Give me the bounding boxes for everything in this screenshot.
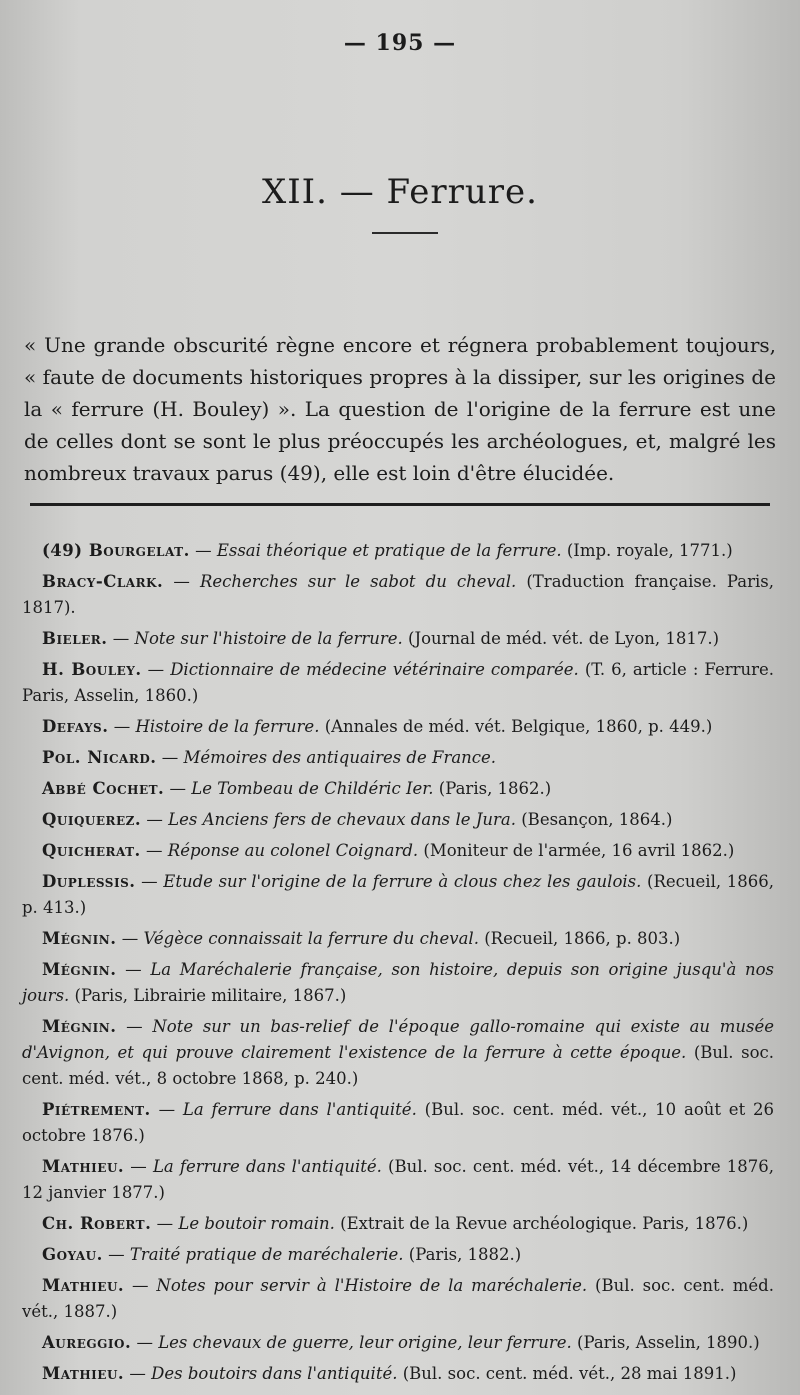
- entry-author: Mathieu.: [42, 1364, 125, 1383]
- entry-source: (Annales de méd. vét. Belgique, 1860, p. 449.): [324, 717, 713, 736]
- entry-title: Les chevaux de guerre, leur origine, leur ferrure.: [158, 1333, 572, 1352]
- footnote-separator: [30, 503, 770, 506]
- bibliography-notes: [22, 538, 774, 1392]
- bibliography-entry: Mégnin. — Végèce connaissait la ferrure du cheval. (Recueil, 1866, p. 803.): [42, 929, 681, 948]
- entry-title: Le boutoir romain.: [178, 1214, 335, 1233]
- entry-author: Piétrement.: [42, 1100, 151, 1119]
- entry-source: (Paris, 1882.): [408, 1245, 522, 1264]
- entry-source: (Besançon, 1864.): [521, 810, 673, 829]
- entry-source: (Extrait de la Revue archéologique. Paris, 1876.): [340, 1214, 749, 1233]
- entry-author: H. Bouley.: [42, 660, 142, 679]
- entry-source: (T. 6, article : Ferrure. Paris, Asselin, 1860.): [22, 660, 775, 705]
- entry-source: (Journal de méd. vét. de Lyon, 1817.): [408, 629, 720, 648]
- entry-title: Recherches sur le sabot du cheval.: [199, 572, 517, 591]
- bibliography-entry: Pol. Nicard. — Mémoires des antiquaires de France.: [42, 748, 497, 767]
- entry-title: La ferrure dans l'antiquité.: [152, 1157, 382, 1176]
- bibliography-entry: Mathieu. — La ferrure dans l'antiquité. (Bul. soc. cent. méd. vét., 14 décembre 1876, 12 janvier 1877.): [22, 1157, 775, 1202]
- entry-source: (Bul. soc. cent. méd. vét., 28 mai 1891.): [402, 1364, 737, 1383]
- entry-author: Quicherat.: [42, 841, 141, 860]
- entry-source: (Imp. royale, 1771.): [566, 541, 733, 560]
- entry-title: Note sur un bas-relief de l'époque gallo-romaine qui existe au musée d'Avignon, et qui prouve clairement l'existence de la ferrure à cette époque.: [22, 1017, 774, 1062]
- bibliography-entry: (49) Bourgelat. — Essai théorique et pratique de la ferrure. (Imp. royale, 1771.): [42, 541, 733, 560]
- bibliography-entry: H. Bouley. — Dictionnaire de médecine vétérinaire comparée. (T. 6, article : Ferrure. Paris, Asselin, 1860.): [22, 660, 775, 705]
- entry-title: Les Anciens fers de chevaux dans le Jura.: [168, 810, 516, 829]
- bibliography-entry: Duplessis. — Etude sur l'origine de la ferrure à clous chez les gaulois. (Recueil, 1866, p. 413.): [22, 872, 774, 917]
- entry-source: (Paris, Asselin, 1890.): [577, 1333, 760, 1352]
- entry-title: Histoire de la ferrure.: [135, 717, 320, 736]
- entry-author: (49) Bourgelat.: [42, 541, 190, 560]
- entry-title: Note sur l'histoire de la ferrure.: [134, 629, 403, 648]
- entry-title: La ferrure dans l'antiquité.: [182, 1100, 417, 1119]
- bibliography-entry: Quiquerez. — Les Anciens fers de chevaux dans le Jura. (Besançon, 1864.): [42, 810, 673, 829]
- entry-source: (Traduction française. Paris, 1817).: [22, 572, 774, 617]
- entry-author: Mathieu.: [42, 1157, 125, 1176]
- entry-source: (Recueil, 1866, p. 413.): [22, 872, 774, 917]
- chapter-title: XII. — Ferrure.: [262, 172, 538, 212]
- entry-source: (Moniteur de l'armée, 16 avril 1862.): [423, 841, 735, 860]
- entry-author: Mégnin.: [42, 1017, 117, 1036]
- entry-title: Végèce connaissait la ferrure du cheval.: [143, 929, 479, 948]
- bibliography-entry: Quicherat. — Réponse au colonel Coignard. (Moniteur de l'armée, 16 avril 1862.): [42, 841, 735, 860]
- bibliography-entry: Mégnin. — Note sur un bas-relief de l'époque gallo-romaine qui existe au musée d'Avignon, et qui prouve clairement l'existence de la ferrure à cette époque. (Bul. soc. cent. méd. vét., 8 octobre 1868, p. 240.): [22, 1017, 774, 1088]
- bibliography-entry: Mathieu. — Des boutoirs dans l'antiquité. (Bul. soc. cent. méd. vét., 28 mai 1891.): [42, 1364, 737, 1383]
- entry-source: (Paris, Librairie militaire, 1867.): [74, 986, 347, 1005]
- bibliography-entry: Defays. — Histoire de la ferrure. (Annales de méd. vét. Belgique, 1860, p. 449.): [42, 717, 713, 736]
- bibliography-entry: Ch. Robert. — Le boutoir romain. (Extrait de la Revue archéologique. Paris, 1876.): [42, 1214, 749, 1233]
- entry-title: Le Tombeau de Childéric Ier.: [191, 779, 434, 798]
- entry-author: Goyau.: [42, 1245, 103, 1264]
- intro-paragraph: « Une grande obscurité règne encore et régnera probablement toujours, « faute de documents historiques propres à la dissiper, sur les origines de la « ferrure (H. Bouley) ». La question de l'origine de la ferrure est une de celles dont se sont le plus préoccupés les archéologues, et, malgré les nombreux travaux parus (49), elle est loin d'être élucidée.: [24, 333, 776, 485]
- bibliography-entry: Bracy-Clark. — Recherches sur le sabot du cheval. (Traduction française. Paris, 1817).: [22, 572, 774, 617]
- bibliography-entry: Aureggio. — Les chevaux de guerre, leur origine, leur ferrure. (Paris, Asselin, 1890.): [42, 1333, 760, 1352]
- entry-author: Abbé Cochet.: [42, 779, 165, 798]
- entry-title: Essai théorique et pratique de la ferrure.: [216, 541, 562, 560]
- entry-source: (Bul. soc. cent. méd. vét., 10 août et 26 octobre 1876.): [22, 1100, 775, 1145]
- bibliography-entry: Bieler. — Note sur l'histoire de la ferrure. (Journal de méd. vét. de Lyon, 1817.): [42, 629, 720, 648]
- entry-title: Des boutoirs dans l'antiquité.: [151, 1364, 398, 1383]
- entry-title: Mémoires des antiquaires de France.: [183, 748, 497, 767]
- entry-author: Bracy-Clark.: [42, 572, 164, 591]
- entry-author: Mathieu.: [42, 1276, 125, 1295]
- entry-author: Mégnin.: [42, 929, 117, 948]
- entry-source: (Bul. soc. cent. méd. vét., 14 décembre 1876, 12 janvier 1877.): [22, 1157, 775, 1202]
- entry-source: (Bul. soc. cent. méd. vét., 8 octobre 1868, p. 240.): [22, 1043, 774, 1088]
- entry-source: (Paris, 1862.): [438, 779, 552, 798]
- entry-title: La Maréchalerie française, son histoire, depuis son origine jusqu'à nos jours.: [22, 960, 775, 1005]
- entry-author: Quiquerez.: [42, 810, 142, 829]
- entry-title: Réponse au colonel Coignard.: [167, 841, 419, 860]
- page-number: — 195 —: [343, 30, 457, 56]
- bibliography-entry: Piétrement. — La ferrure dans l'antiquité. (Bul. soc. cent. méd. vét., 10 août et 26 octobre 1876.): [22, 1100, 775, 1145]
- bibliography-entry: Mathieu. — Notes pour servir à l'Histoire de la maréchalerie. (Bul. soc. cent. méd. vét., 1887.): [22, 1276, 774, 1321]
- entry-title: Traité pratique de maréchalerie.: [129, 1245, 404, 1264]
- bibliography-entry: Goyau. — Traité pratique de maréchalerie. (Paris, 1882.): [42, 1245, 522, 1264]
- entry-author: Bieler.: [42, 629, 108, 648]
- bibliography-entry: Mégnin. — La Maréchalerie française, son histoire, depuis son origine jusqu'à nos jours. (Paris, Librairie militaire, 1867.): [22, 960, 775, 1005]
- entry-title: Notes pour servir à l'Histoire de la maréchalerie.: [156, 1276, 588, 1295]
- entry-author: Pol. Nicard.: [42, 748, 157, 767]
- entry-author: Ch. Robert.: [42, 1214, 152, 1233]
- entry-source: (Recueil, 1866, p. 803.): [484, 929, 681, 948]
- entry-title: Etude sur l'origine de la ferrure à clous chez les gaulois.: [163, 872, 642, 891]
- entry-author: Mégnin.: [42, 960, 117, 979]
- entry-author: Duplessis.: [42, 872, 136, 891]
- entry-author: Defays.: [42, 717, 109, 736]
- entry-author: Aureggio.: [42, 1333, 132, 1352]
- title-underline: [372, 232, 438, 234]
- entry-source: (Bul. soc. cent. méd. vét., 1887.): [22, 1276, 774, 1321]
- bibliography-entry: Abbé Cochet. — Le Tombeau de Childéric Ier. (Paris, 1862.): [42, 779, 552, 798]
- entry-title: Dictionnaire de médecine vétérinaire comparée.: [170, 660, 579, 679]
